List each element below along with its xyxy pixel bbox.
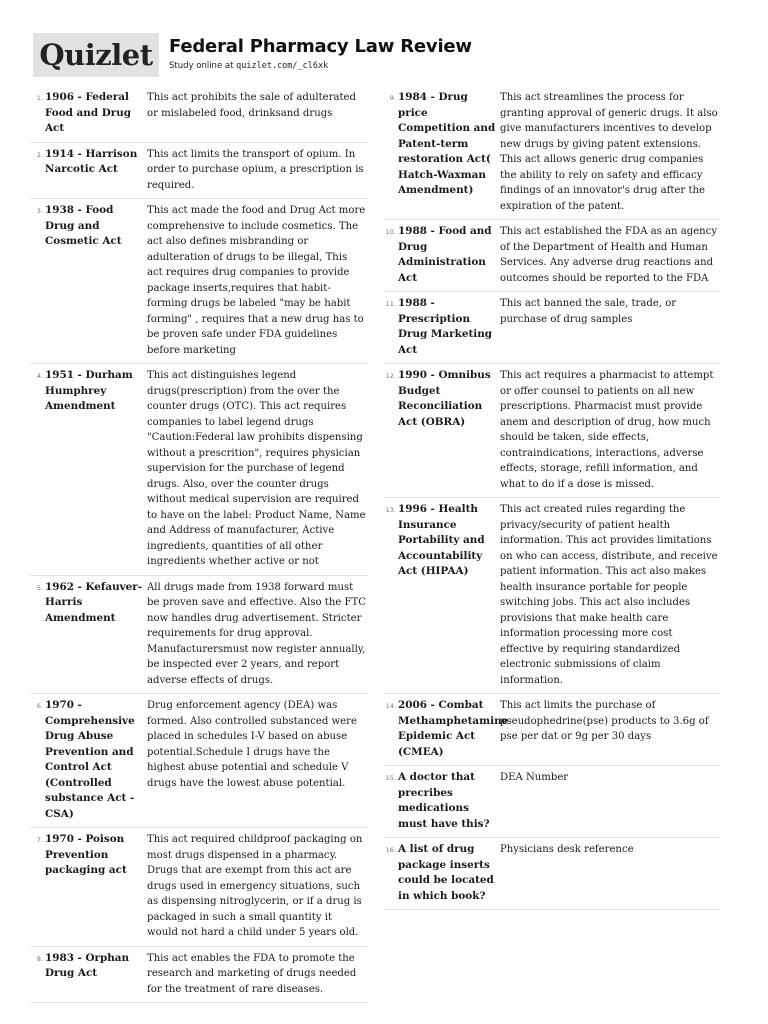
card-term: 1984 - Drug price Competition and Patent-term restoration Act( Hatch-Waxman Amendment) — [398, 91, 496, 196]
card-term: 1962 - Kefauver-Harris Amendment — [45, 580, 143, 624]
card-term: 1970 - Comprehensive Drug Abuse Prevention and Control Act (Controlled substance Act - CSA) — [45, 699, 135, 820]
card-definition: This act required childproof packaging on most drugs dispensed in a pharmacy. Drugs that are exempt from this act are drugs used in emergency situations, such as dispensing nitroglycerin, or if a drug is packaged in such a small quantity it would not hard a child under 5 years old. — [147, 834, 363, 938]
card-term: 1996 - Health Insurance Portability and Accountability Act (HIPAA) — [398, 503, 485, 577]
card-definition: This act limits the purchase of pseudophedrine(pse) products to 3.6g of pse per dat or 9g per 30 days — [500, 700, 709, 742]
card-definition: This act created rules regarding the privacy/security of patient health information. This act provides limitations on who can access, distribute, and receive patient information. This act also makes health insurance portable for people switching jobs. This act also includes provisions that make health care information processing more cost effective by requiring standardized electronic submissions of claim information. — [500, 504, 718, 686]
card-number: 1. — [36, 94, 43, 102]
right-column — [383, 86, 721, 910]
flashcard-row — [383, 498, 721, 694]
card-number: 12. — [385, 372, 396, 380]
flashcard-row — [30, 828, 368, 947]
card-term: 1906 - Federal Food and Drug Act — [45, 91, 132, 134]
card-term: 1983 - Orphan Drug Act — [45, 951, 130, 979]
card-definition: This act prohibits the sale of adulterated or mislabeled food, drinksand drugs — [147, 92, 356, 119]
flashcard-row — [383, 766, 721, 838]
subtitle — [169, 61, 472, 71]
card-definition: This act streamlines the process for granting approval of generic drugs. It also give manufacturers incentives to develop new drugs by giving patent extensions. This act allows generic drug companies the ability to rely on safety and efficacy findings of an innovator's drug after the expiration of the patent. — [500, 92, 718, 212]
flashcard-row — [383, 838, 721, 910]
card-number: 6. — [36, 702, 43, 710]
card-number: 9. — [389, 94, 396, 102]
flashcard-row — [383, 292, 721, 364]
card-definition: This act banned the sale, trade, or purchase of drug samples — [500, 298, 677, 325]
card-term: 1988 - Food and Drug Administration Act — [398, 225, 492, 284]
card-number: 15. — [385, 774, 396, 782]
card-number: 3. — [36, 207, 43, 215]
left-column — [30, 86, 368, 1003]
flashcard-row — [383, 694, 721, 766]
card-term: 2006 - Combat Methamphetamine Epidemic Act (CMEA) — [398, 699, 509, 758]
card-definition: All drugs made from 1938 forward must be proven save and effective. Also the FTC now handles drug advertisement. Stricter requirements for drug approval. Manufacturersmust now register annually, be inspected ever 2 years, and report adverse effects of drugs. — [147, 581, 366, 686]
flashcard-row — [383, 86, 721, 220]
card-term: 1970 - Poison Prevention packaging act — [45, 833, 127, 876]
card-number: 11. — [385, 300, 396, 308]
card-definition: This act enables the FDA to promote the research and marketing of drugs needed for the treatment of rare diseases. — [147, 952, 357, 995]
subtitle-prefix: Study online at — [169, 61, 237, 71]
card-definition: This act distinguishes legend drugs(prescription) from the over the counter drugs (OTC). This act requires companies to label legend drugs "Caution:Federal law prohibits dispensing without a prescrition", requires physician supervision for the purchase of legend drugs. Also, over the counter drugs without medical supervision are required to have on the label: Product Name, Name and Address of manufacturer, Active ingredients, quantities of all other ingredients whether active or not — [147, 370, 366, 567]
flashcard-row — [30, 947, 368, 1004]
header — [33, 33, 472, 77]
card-number: 5. — [36, 583, 43, 592]
card-term: 1990 - Omnibus Budget Reconciliation Act (OBRA) — [398, 369, 491, 428]
card-number: 13. — [385, 506, 396, 514]
flashcard-row — [30, 364, 368, 576]
card-number: 16. — [385, 846, 396, 854]
card-term: 1938 - Food Drug and Cosmetic Act — [45, 204, 122, 247]
card-definition: This act established the FDA as an agency of the Department of Health and Human Services. Any adverse drug reactions and outcomes should be reported to the FDA — [500, 226, 718, 284]
card-definition: This act limits the transport of opium. In order to purchase opium, a prescription is required. — [147, 148, 364, 191]
flashcard-row — [30, 86, 368, 143]
card-term: A doctor that precribes medications must have this? — [398, 771, 490, 830]
flashcard-row — [30, 143, 368, 200]
card-term: 1988 - Prescription Drug Marketing Act — [398, 297, 493, 356]
quizlet-logo[interactable]: Quizlet — [33, 33, 159, 77]
study-link[interactable]: quizlet.com/_cl6xk — [236, 61, 329, 71]
title-block — [169, 33, 472, 71]
flashcard-row — [30, 694, 368, 828]
card-number: 8. — [36, 954, 43, 963]
flashcard-row — [30, 199, 368, 364]
card-number: 14. — [385, 702, 396, 710]
card-number: 4. — [36, 372, 43, 380]
card-number: 7. — [36, 836, 43, 844]
card-definition: This act made the food and Drug Act more comprehensive to include cosmetics. The act also defines misbranding or adulteration of drugs to be illegal, This act requires drug companies to provide package inserts,requires that habit-forming drugs be labeled "may be habit forming" , requires that a new drug has to be proven safe under FDA guidelines before marketing — [147, 205, 366, 356]
card-definition: DEA Number — [500, 772, 569, 783]
card-term: 1914 - Harrison Narcotic Act — [45, 147, 138, 175]
card-term: A list of drug package inserts could be located in which book? — [398, 843, 494, 902]
card-definition: This act requires a pharmacist to attempt or offer counsel to patients on all new prescriptions. Pharmacist must provide anem and description of drug, how much should be taken, side effects, contraindications, interactions, adverse effects, storage, refill information, and what to do if a dose is missed. — [500, 370, 714, 490]
flashcard-row — [383, 364, 721, 498]
flashcard-row — [383, 220, 721, 292]
page-title: Federal Pharmacy Law Review — [169, 36, 472, 57]
card-number: 10. — [385, 228, 396, 236]
card-definition: Physicians desk reference — [500, 844, 634, 855]
flashcard-row — [30, 576, 368, 695]
card-number: 2. — [36, 150, 43, 159]
card-term: 1951 - Durham Humphrey Amendment — [45, 369, 133, 412]
card-definition: Drug enforcement agency (DEA) was formed. Also controlled substanced were placed in schedules I-V based on abuse potential.Schedule I drugs have the highest abuse potential and schedule V drugs have the lowest abuse potential. — [147, 700, 357, 789]
